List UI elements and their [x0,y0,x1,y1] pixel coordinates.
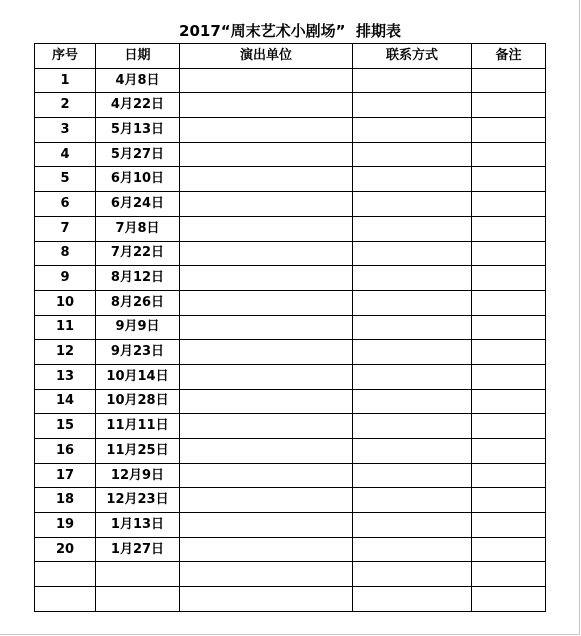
cell-no: 5 [35,167,96,192]
cell-note [472,241,546,266]
cell-note [472,192,546,217]
header-no: 序号 [35,44,96,69]
cell-date: 7月22日 [96,241,180,266]
cell-date: 9月23日 [96,340,180,365]
cell-date: 11月11日 [96,414,180,439]
cell-no: 10 [35,290,96,315]
cell-unit [180,537,353,562]
cell-unit [180,340,353,365]
cell-date: 1月13日 [96,513,180,538]
cell-note [472,488,546,513]
cell-contact [353,216,472,241]
cell-unit [180,93,353,118]
cell-contact [353,68,472,93]
cell-date: 4月22日 [96,93,180,118]
header-unit: 演出单位 [180,44,353,69]
cell-note [472,439,546,464]
cell-no: 15 [35,414,96,439]
cell-note [472,142,546,167]
table-row [35,463,546,488]
cell-no: 19 [35,513,96,538]
cell-contact [353,142,472,167]
cell-note [472,513,546,538]
cell-no: 7 [35,216,96,241]
cell-unit [180,513,353,538]
cell-no: 3 [35,118,96,143]
cell-note [472,118,546,143]
cell-date: 12月9日 [96,463,180,488]
cell-note [472,167,546,192]
cell-unit [180,315,353,340]
cell-unit [180,266,353,291]
header-row [35,44,546,69]
cell-contact [353,488,472,513]
cell-no: 8 [35,241,96,266]
table-row [35,414,546,439]
table-row [35,315,546,340]
cell-contact [353,562,472,587]
cell-contact [353,167,472,192]
cell-unit [180,142,353,167]
cell-date: 6月10日 [96,167,180,192]
cell-note [472,414,546,439]
cell-note [472,290,546,315]
cell-no: 12 [35,340,96,365]
cell-date: 12月23日 [96,488,180,513]
cell-note [472,537,546,562]
cell-contact [353,241,472,266]
cell-note [472,364,546,389]
cell-date: 10月14日 [96,364,180,389]
table-row [35,587,546,612]
table-row [35,118,546,143]
cell-note [472,463,546,488]
cell-note [472,93,546,118]
cell-contact [353,513,472,538]
cell-date [96,587,180,612]
cell-date: 1月27日 [96,537,180,562]
cell-note [472,216,546,241]
cell-no: 2 [35,93,96,118]
table-row [35,266,546,291]
cell-no: 13 [35,364,96,389]
cell-unit [180,68,353,93]
cell-contact [353,389,472,414]
table-body [35,68,546,611]
table-row [35,562,546,587]
cell-date [96,562,180,587]
cell-note [472,315,546,340]
cell-no: 20 [35,537,96,562]
table-row [35,93,546,118]
cell-contact [353,290,472,315]
cell-unit [180,439,353,464]
cell-contact [353,439,472,464]
cell-unit [180,241,353,266]
table-header [35,44,546,69]
cell-no: 4 [35,142,96,167]
cell-no [35,562,96,587]
cell-unit [180,389,353,414]
table-row [35,216,546,241]
cell-contact [353,118,472,143]
cell-unit [180,414,353,439]
cell-unit [180,562,353,587]
cell-no: 14 [35,389,96,414]
cell-contact [353,93,472,118]
cell-note [472,266,546,291]
cell-contact [353,414,472,439]
cell-no [35,587,96,612]
cell-no: 17 [35,463,96,488]
table-row [35,364,546,389]
cell-no: 16 [35,439,96,464]
table-row [35,389,546,414]
cell-no: 18 [35,488,96,513]
cell-contact [353,364,472,389]
table-row [35,439,546,464]
table-row [35,290,546,315]
cell-unit [180,216,353,241]
cell-date: 8月26日 [96,290,180,315]
cell-contact [353,537,472,562]
cell-unit [180,167,353,192]
cell-date: 7月8日 [96,216,180,241]
cell-note [472,562,546,587]
cell-note [472,587,546,612]
schedule-table [34,43,546,612]
cell-no: 11 [35,315,96,340]
header-date: 日期 [96,44,180,69]
table-row [35,340,546,365]
header-contact: 联系方式 [353,44,472,69]
header-note: 备注 [472,44,546,69]
page-title: 2017“周末艺术小剧场” 排期表 [179,22,401,40]
table-row [35,167,546,192]
cell-note [472,340,546,365]
cell-date: 11月25日 [96,439,180,464]
cell-no: 9 [35,266,96,291]
cell-date: 5月13日 [96,118,180,143]
cell-date: 4月8日 [96,68,180,93]
cell-unit [180,463,353,488]
cell-date: 6月24日 [96,192,180,217]
cell-unit [180,364,353,389]
cell-contact [353,192,472,217]
cell-no: 6 [35,192,96,217]
cell-date: 9月9日 [96,315,180,340]
cell-date: 5月27日 [96,142,180,167]
table-row [35,241,546,266]
cell-contact [353,340,472,365]
cell-no: 1 [35,68,96,93]
cell-unit [180,192,353,217]
table-row [35,488,546,513]
cell-note [472,389,546,414]
table-row [35,142,546,167]
cell-note [472,68,546,93]
cell-contact [353,266,472,291]
cell-date: 8月12日 [96,266,180,291]
table-row [35,537,546,562]
table-row [35,513,546,538]
cell-unit [180,118,353,143]
cell-contact [353,463,472,488]
cell-contact [353,315,472,340]
cell-date: 10月28日 [96,389,180,414]
cell-unit [180,488,353,513]
cell-unit [180,587,353,612]
table-row [35,192,546,217]
cell-unit [180,290,353,315]
table-row [35,68,546,93]
cell-contact [353,587,472,612]
